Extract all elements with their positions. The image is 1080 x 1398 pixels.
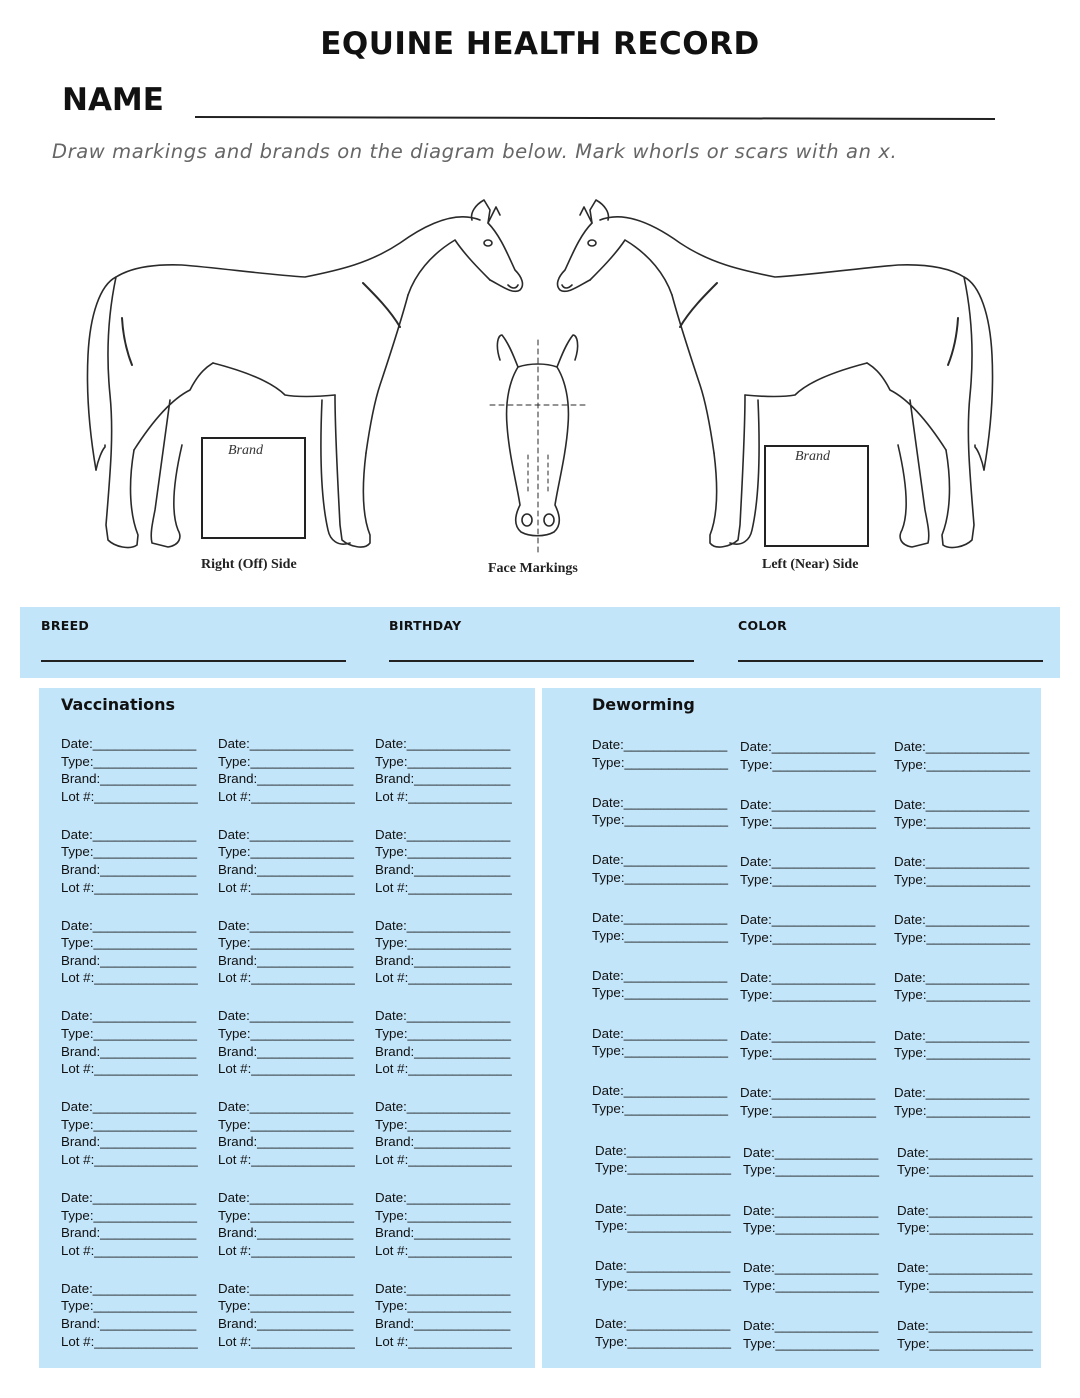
entry-field-date: Date:______________ xyxy=(894,854,1030,870)
vaccination-entry[interactable] xyxy=(218,1280,355,1350)
deworming-entry[interactable] xyxy=(592,1082,728,1117)
entry-field-brand: Brand:_____________ xyxy=(375,1225,511,1241)
brand-label-left-side: Brand xyxy=(795,449,830,464)
entry-field-date: Date:______________ xyxy=(894,796,1030,812)
page-title: EQUINE HEALTH RECORD xyxy=(320,26,760,62)
entry-field-type: Type:______________ xyxy=(218,935,355,951)
vaccination-entry[interactable] xyxy=(61,735,198,805)
entry-field-type: Type:______________ xyxy=(894,756,1031,772)
entry-field-type: Type:______________ xyxy=(218,1116,355,1132)
entry-field-lot: Lot #:______________ xyxy=(218,879,355,895)
entry-field-brand: Brand:_____________ xyxy=(218,1043,354,1059)
deworming-entry[interactable] xyxy=(595,1315,731,1350)
markings-diagram[interactable] xyxy=(70,185,1010,590)
entry-field-type: Type:______________ xyxy=(894,1102,1031,1118)
entry-field-date: Date:______________ xyxy=(740,912,876,928)
entry-field-type: Type:______________ xyxy=(743,1277,880,1293)
deworming-entry[interactable] xyxy=(743,1317,879,1352)
entry-field-type: Type:______________ xyxy=(375,844,512,860)
deworming-entry[interactable] xyxy=(897,1144,1033,1179)
entry-field-date: Date:______________ xyxy=(375,917,511,933)
deworming-entry[interactable] xyxy=(595,1142,731,1177)
deworming-entry[interactable] xyxy=(592,851,728,886)
name-field-line[interactable] xyxy=(195,116,995,120)
vaccination-entry[interactable] xyxy=(218,826,355,896)
entry-field-type: Type:______________ xyxy=(894,814,1031,830)
entry-field-type: Type:______________ xyxy=(894,871,1031,887)
deworming-entry[interactable] xyxy=(740,1084,876,1119)
entry-field-date: Date:______________ xyxy=(218,1280,354,1296)
entry-field-type: Type:______________ xyxy=(218,844,355,860)
deworming-entry[interactable] xyxy=(743,1259,879,1294)
vaccination-entry[interactable] xyxy=(218,1007,355,1077)
entry-field-date: Date:______________ xyxy=(595,1200,731,1216)
entry-field-type: Type:______________ xyxy=(894,1045,1031,1061)
entry-field-date: Date:______________ xyxy=(61,1008,197,1024)
entry-field-type: Type:______________ xyxy=(740,1102,877,1118)
diagram-instruction: Draw markings and brands on the diagram below. Mark whorls or scars with an x. xyxy=(52,140,898,163)
deworming-entry[interactable] xyxy=(897,1202,1033,1237)
vaccination-entry[interactable] xyxy=(61,917,198,987)
entry-field-date: Date:______________ xyxy=(61,917,197,933)
entry-field-type: Type:______________ xyxy=(218,1298,355,1314)
entry-field-date: Date:______________ xyxy=(592,1025,728,1041)
deworming-entry[interactable] xyxy=(740,911,876,946)
entry-field-type: Type:______________ xyxy=(218,1207,355,1223)
entry-field-lot: Lot #:______________ xyxy=(375,879,512,895)
vaccination-entry[interactable] xyxy=(375,735,512,805)
entry-field-type: Type:______________ xyxy=(592,754,729,770)
entry-field-date: Date:______________ xyxy=(740,1027,876,1043)
deworming-entry[interactable] xyxy=(894,969,1030,1004)
entry-field-type: Type:______________ xyxy=(592,985,729,1001)
deworming-entry[interactable] xyxy=(897,1317,1033,1352)
entry-field-type: Type:______________ xyxy=(595,1160,732,1176)
deworming-entry[interactable] xyxy=(894,853,1030,888)
entry-field-date: Date:______________ xyxy=(894,739,1030,754)
left-side-label: Left (Near) Side xyxy=(762,557,859,572)
entry-field-lot: Lot #:______________ xyxy=(61,879,198,895)
entry-field-date: Date:______________ xyxy=(375,736,511,751)
entry-field-brand: Brand:_____________ xyxy=(61,1315,197,1331)
entry-field-lot: Lot #:______________ xyxy=(375,1333,512,1349)
entry-field-lot: Lot #:______________ xyxy=(61,1061,198,1077)
vaccination-entry[interactable] xyxy=(375,1189,512,1259)
entry-field-type: Type:______________ xyxy=(897,1162,1034,1178)
entry-field-brand: Brand:_____________ xyxy=(375,952,511,968)
entry-field-lot: Lot #:______________ xyxy=(61,970,198,986)
deworming-entry[interactable] xyxy=(894,738,1030,773)
entry-field-date: Date:______________ xyxy=(595,1142,731,1158)
entry-field-type: Type:______________ xyxy=(743,1220,880,1236)
vaccinations-title: Vaccinations xyxy=(61,695,175,714)
deworming-entry[interactable] xyxy=(894,796,1030,831)
entry-field-type: Type:______________ xyxy=(592,1100,729,1116)
entry-field-type: Type:______________ xyxy=(375,753,512,769)
entry-field-date: Date:______________ xyxy=(743,1260,879,1276)
vaccination-entry[interactable] xyxy=(61,1189,198,1259)
entry-field-brand: Brand:_____________ xyxy=(218,1134,354,1150)
entry-field-date: Date:______________ xyxy=(375,1099,511,1115)
entry-field-type: Type:______________ xyxy=(61,1025,198,1041)
entry-field-type: Type:______________ xyxy=(595,1218,732,1234)
deworming-entry[interactable] xyxy=(595,1200,731,1235)
entry-field-type: Type:______________ xyxy=(592,869,729,885)
entry-field-brand: Brand:_____________ xyxy=(218,861,354,877)
entry-field-brand: Brand:_____________ xyxy=(61,771,197,787)
vaccination-entry[interactable] xyxy=(375,1098,512,1168)
entry-field-brand: Brand:_____________ xyxy=(375,861,511,877)
deworming-entry[interactable] xyxy=(595,1257,731,1292)
entry-field-type: Type:______________ xyxy=(592,927,729,943)
entry-field-type: Type:______________ xyxy=(592,812,729,828)
entry-field-type: Type:______________ xyxy=(375,1298,512,1314)
entry-field-type: Type:______________ xyxy=(743,1162,880,1178)
entry-field-type: Type:______________ xyxy=(218,1025,355,1041)
entry-field-brand: Brand:_____________ xyxy=(375,771,511,787)
entry-field-date: Date:______________ xyxy=(595,1258,731,1274)
brand-label-right-side: Brand xyxy=(228,443,263,458)
entry-field-date: Date:______________ xyxy=(740,1085,876,1101)
entry-field-lot: Lot #:______________ xyxy=(375,1151,512,1167)
breed-label: BREED xyxy=(41,618,90,633)
entry-field-date: Date:______________ xyxy=(61,1280,197,1296)
entry-field-type: Type:______________ xyxy=(740,1045,877,1061)
deworming-entry[interactable] xyxy=(743,1144,879,1179)
entry-field-date: Date:______________ xyxy=(592,852,728,868)
vaccination-entry[interactable] xyxy=(218,917,355,987)
entry-field-date: Date:______________ xyxy=(218,1190,354,1205)
entry-field-lot: Lot #:______________ xyxy=(218,1242,355,1258)
entry-field-date: Date:______________ xyxy=(897,1202,1033,1218)
entry-field-date: Date:______________ xyxy=(595,1316,731,1331)
entry-field-date: Date:______________ xyxy=(218,917,354,933)
vaccination-entry[interactable] xyxy=(61,1280,198,1350)
deworming-entry[interactable] xyxy=(740,796,876,831)
face-outline xyxy=(490,335,585,555)
entry-field-type: Type:______________ xyxy=(595,1275,732,1291)
entry-field-date: Date:______________ xyxy=(218,1099,354,1115)
entry-field-type: Type:______________ xyxy=(592,1043,729,1059)
entry-field-type: Type:______________ xyxy=(740,756,877,772)
entry-field-type: Type:______________ xyxy=(375,1207,512,1223)
entry-field-date: Date:______________ xyxy=(375,1008,511,1024)
entry-field-brand: Brand:_____________ xyxy=(61,1043,197,1059)
deworming-entry[interactable] xyxy=(592,736,728,771)
entry-field-lot: Lot #:______________ xyxy=(375,788,512,804)
deworming-entry[interactable] xyxy=(740,1027,876,1062)
vaccination-entry[interactable] xyxy=(61,1098,198,1168)
entry-field-brand: Brand:_____________ xyxy=(61,861,197,877)
entry-field-date: Date:______________ xyxy=(894,969,1030,985)
entry-field-date: Date:______________ xyxy=(61,826,197,842)
vaccination-entry[interactable] xyxy=(61,826,198,896)
deworming-entry[interactable] xyxy=(592,794,728,829)
entry-field-lot: Lot #:______________ xyxy=(375,1242,512,1258)
entry-field-date: Date:______________ xyxy=(375,826,511,842)
deworming-entry[interactable] xyxy=(743,1202,879,1237)
entry-field-type: Type:______________ xyxy=(894,929,1031,945)
entry-field-lot: Lot #:______________ xyxy=(61,788,198,804)
deworming-entry[interactable] xyxy=(592,1025,728,1060)
entry-field-date: Date:______________ xyxy=(743,1318,879,1333)
entry-field-lot: Lot #:______________ xyxy=(375,1061,512,1077)
entry-field-lot: Lot #:______________ xyxy=(375,970,512,986)
entry-field-date: Date:______________ xyxy=(740,739,876,754)
entry-field-lot: Lot #:______________ xyxy=(61,1333,198,1349)
deworming-entry[interactable] xyxy=(740,738,876,773)
deworming-entry[interactable] xyxy=(894,911,1030,946)
entry-field-date: Date:______________ xyxy=(592,967,728,983)
entry-field-type: Type:______________ xyxy=(61,1298,198,1314)
vaccination-entry[interactable] xyxy=(375,1007,512,1077)
entry-field-date: Date:______________ xyxy=(592,1083,728,1099)
entry-field-date: Date:______________ xyxy=(61,1099,197,1115)
entry-field-date: Date:______________ xyxy=(218,826,354,842)
entry-field-brand: Brand:_____________ xyxy=(218,952,354,968)
deworming-entry[interactable] xyxy=(592,909,728,944)
deworming-entry[interactable] xyxy=(894,1027,1030,1062)
entry-field-date: Date:______________ xyxy=(61,736,197,751)
entry-field-type: Type:______________ xyxy=(375,1116,512,1132)
entry-field-date: Date:______________ xyxy=(894,912,1030,928)
vaccination-entry[interactable] xyxy=(218,1189,355,1259)
entry-field-type: Type:______________ xyxy=(375,1025,512,1041)
entry-field-date: Date:______________ xyxy=(743,1144,879,1160)
deworming-entry[interactable] xyxy=(740,853,876,888)
entry-field-date: Date:______________ xyxy=(592,794,728,810)
deworming-entry[interactable] xyxy=(592,967,728,1002)
color-field-line[interactable] xyxy=(738,660,1043,662)
entry-field-lot: Lot #:______________ xyxy=(218,1061,355,1077)
entry-field-type: Type:______________ xyxy=(740,871,877,887)
birthday-field-line[interactable] xyxy=(389,660,694,662)
entry-field-type: Type:______________ xyxy=(61,1116,198,1132)
entry-field-type: Type:______________ xyxy=(595,1333,732,1349)
deworming-entry[interactable] xyxy=(894,1084,1030,1119)
entry-field-brand: Brand:_____________ xyxy=(218,1225,354,1241)
entry-field-type: Type:______________ xyxy=(61,1207,198,1223)
entry-field-date: Date:______________ xyxy=(894,1085,1030,1101)
entry-field-date: Date:______________ xyxy=(61,1190,197,1205)
entry-field-type: Type:______________ xyxy=(740,987,877,1003)
entry-field-type: Type:______________ xyxy=(375,935,512,951)
entry-field-type: Type:______________ xyxy=(61,935,198,951)
vaccinations-panel xyxy=(39,688,535,1368)
entry-field-brand: Brand:_____________ xyxy=(61,952,197,968)
deworming-entry[interactable] xyxy=(897,1259,1033,1294)
name-label: NAME xyxy=(62,82,164,118)
entry-field-date: Date:______________ xyxy=(375,1280,511,1296)
entry-field-lot: Lot #:______________ xyxy=(218,1151,355,1167)
vaccination-entry[interactable] xyxy=(375,1280,512,1350)
entry-field-brand: Brand:_____________ xyxy=(61,1134,197,1150)
entry-field-date: Date:______________ xyxy=(218,736,354,751)
birthday-label: BIRTHDAY xyxy=(389,618,462,633)
deworming-panel xyxy=(542,688,1041,1368)
vaccination-entry[interactable] xyxy=(218,1098,355,1168)
right-side-label: Right (Off) Side xyxy=(201,557,297,572)
entry-field-date: Date:______________ xyxy=(897,1260,1033,1276)
entry-field-type: Type:______________ xyxy=(897,1335,1034,1351)
entry-field-date: Date:______________ xyxy=(740,854,876,870)
entry-field-brand: Brand:_____________ xyxy=(61,1225,197,1241)
entry-field-type: Type:______________ xyxy=(218,753,355,769)
entry-field-brand: Brand:_____________ xyxy=(375,1043,511,1059)
vaccination-entry[interactable] xyxy=(375,917,512,987)
entry-field-lot: Lot #:______________ xyxy=(61,1242,198,1258)
entry-field-type: Type:______________ xyxy=(61,753,198,769)
entry-field-brand: Brand:_____________ xyxy=(375,1134,511,1150)
vaccination-entry[interactable] xyxy=(375,826,512,896)
entry-field-date: Date:______________ xyxy=(375,1190,511,1205)
face-markings-label: Face Markings xyxy=(488,561,578,576)
entry-field-type: Type:______________ xyxy=(894,987,1031,1003)
color-label: COLOR xyxy=(738,618,788,633)
entry-field-lot: Lot #:______________ xyxy=(61,1151,198,1167)
vaccination-entry[interactable] xyxy=(218,735,355,805)
entry-field-type: Type:______________ xyxy=(897,1277,1034,1293)
deworming-title: Deworming xyxy=(592,695,695,714)
entry-field-date: Date:______________ xyxy=(218,1008,354,1024)
horse-info-band xyxy=(20,607,1060,678)
breed-field-line[interactable] xyxy=(41,660,346,662)
entry-field-date: Date:______________ xyxy=(740,969,876,985)
deworming-entry[interactable] xyxy=(740,969,876,1004)
entry-field-brand: Brand:_____________ xyxy=(375,1315,511,1331)
entry-field-lot: Lot #:______________ xyxy=(218,1333,355,1349)
entry-field-type: Type:______________ xyxy=(740,814,877,830)
vaccination-entry[interactable] xyxy=(61,1007,198,1077)
entry-field-date: Date:______________ xyxy=(897,1144,1033,1160)
entry-field-date: Date:______________ xyxy=(894,1027,1030,1043)
entry-field-lot: Lot #:______________ xyxy=(218,970,355,986)
entry-field-brand: Brand:_____________ xyxy=(218,771,354,787)
entry-field-date: Date:______________ xyxy=(740,796,876,812)
entry-field-type: Type:______________ xyxy=(61,844,198,860)
entry-field-type: Type:______________ xyxy=(897,1220,1034,1236)
entry-field-lot: Lot #:______________ xyxy=(218,788,355,804)
entry-field-date: Date:______________ xyxy=(897,1318,1033,1333)
entry-field-brand: Brand:_____________ xyxy=(218,1315,354,1331)
entry-field-date: Date:______________ xyxy=(592,737,728,752)
entry-field-date: Date:______________ xyxy=(592,910,728,926)
entry-field-type: Type:______________ xyxy=(740,929,877,945)
entry-field-date: Date:______________ xyxy=(743,1202,879,1218)
entry-field-type: Type:______________ xyxy=(743,1335,880,1351)
